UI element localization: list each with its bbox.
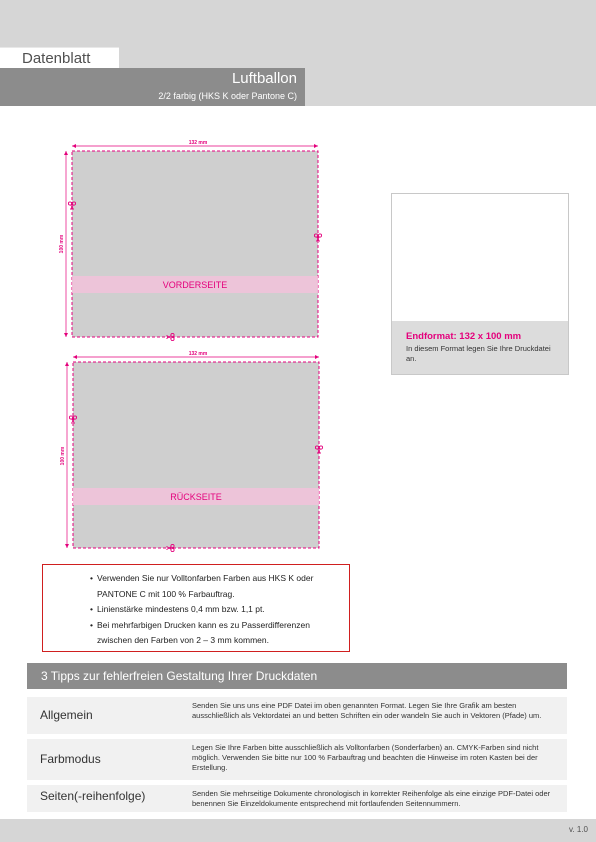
endformat-caption bbox=[392, 321, 568, 374]
product-title: Luftballon bbox=[231, 70, 297, 87]
endformat-note: In diesem Format legen Sie Ihre Druckdatei an. bbox=[406, 344, 551, 363]
back-width-label: 132 mm bbox=[188, 351, 208, 357]
endformat-label: Endformat: 132 x 100 mm bbox=[406, 331, 522, 342]
tip-text: Senden Sie uns uns eine PDF Datei im oben genannten Format. Legen Sie Ihre Grafik am besten ausschließlich als Vektordatei an und betten Schriften ein oder wandeln Sie auch in Vektoren (Pfade) um. bbox=[192, 701, 542, 720]
tip-row bbox=[27, 785, 567, 812]
product-subtitle: 2/2 farbig (HKS K oder Pantone C) bbox=[158, 91, 297, 101]
tip-title: Farbmodus bbox=[40, 752, 101, 766]
tip-row bbox=[27, 739, 567, 780]
front-height-label: 100 mm bbox=[59, 234, 65, 254]
tips-heading-bar bbox=[27, 663, 567, 689]
datasheet-tab-label: Datenblatt bbox=[22, 50, 91, 67]
tip-title: Allgemein bbox=[40, 708, 93, 722]
front-layout bbox=[59, 140, 329, 345]
warning-item: • Verwenden Sie nur Volltonfarben Farben aus HKS K oder PANTONE C mit 100 % Farbauftrag. bbox=[91, 571, 345, 602]
tip-title: Seiten(-reihenfolge) bbox=[40, 789, 146, 803]
tip-row bbox=[27, 697, 567, 734]
front-artboard bbox=[72, 151, 318, 337]
footer-band bbox=[0, 819, 596, 842]
tips-heading: 3 Tipps zur fehlerfreien Gestaltung Ihrer Druckdaten bbox=[41, 669, 318, 683]
version-label: v. 1.0 bbox=[569, 825, 588, 834]
back-height-label: 100 mm bbox=[60, 446, 66, 466]
back-artboard bbox=[73, 362, 319, 548]
warning-item: • Linienstärke mindestens 0,4 mm bzw. 1,1 pt. bbox=[91, 602, 345, 618]
warning-item: • Bei mehrfarbigen Drucken kann es zu Passerdifferenzen zwischen den Farben von 2 – 3 mm kommen. bbox=[91, 618, 345, 649]
back-layout bbox=[60, 351, 329, 556]
tip-text: Senden Sie mehrseitige Dokumente chronologisch in korrekter Reihenfolge als eine einzige PDF-Datei oder benennen Sie Einzeldokumente entsprechend mit fortlaufenden Seitennummern. bbox=[192, 789, 551, 808]
warning-box bbox=[42, 564, 350, 652]
front-width-label: 132 mm bbox=[188, 140, 208, 146]
front-side-label: VORDERSEITE bbox=[162, 280, 228, 290]
zoom-detail-box bbox=[391, 193, 569, 375]
tip-text: Legen Sie Ihre Farben bitte ausschließlich als Volltonfarben (Sonderfarben) an. CMYK-Farben sind nicht möglich. Verwenden Sie bitte nur 100 % Farbauftrag und beachten die Hinweise im roten Kasten bei der Erstellung. bbox=[192, 743, 539, 772]
back-side-label: RÜCKSEITE bbox=[170, 492, 222, 502]
warning-list bbox=[91, 571, 345, 649]
